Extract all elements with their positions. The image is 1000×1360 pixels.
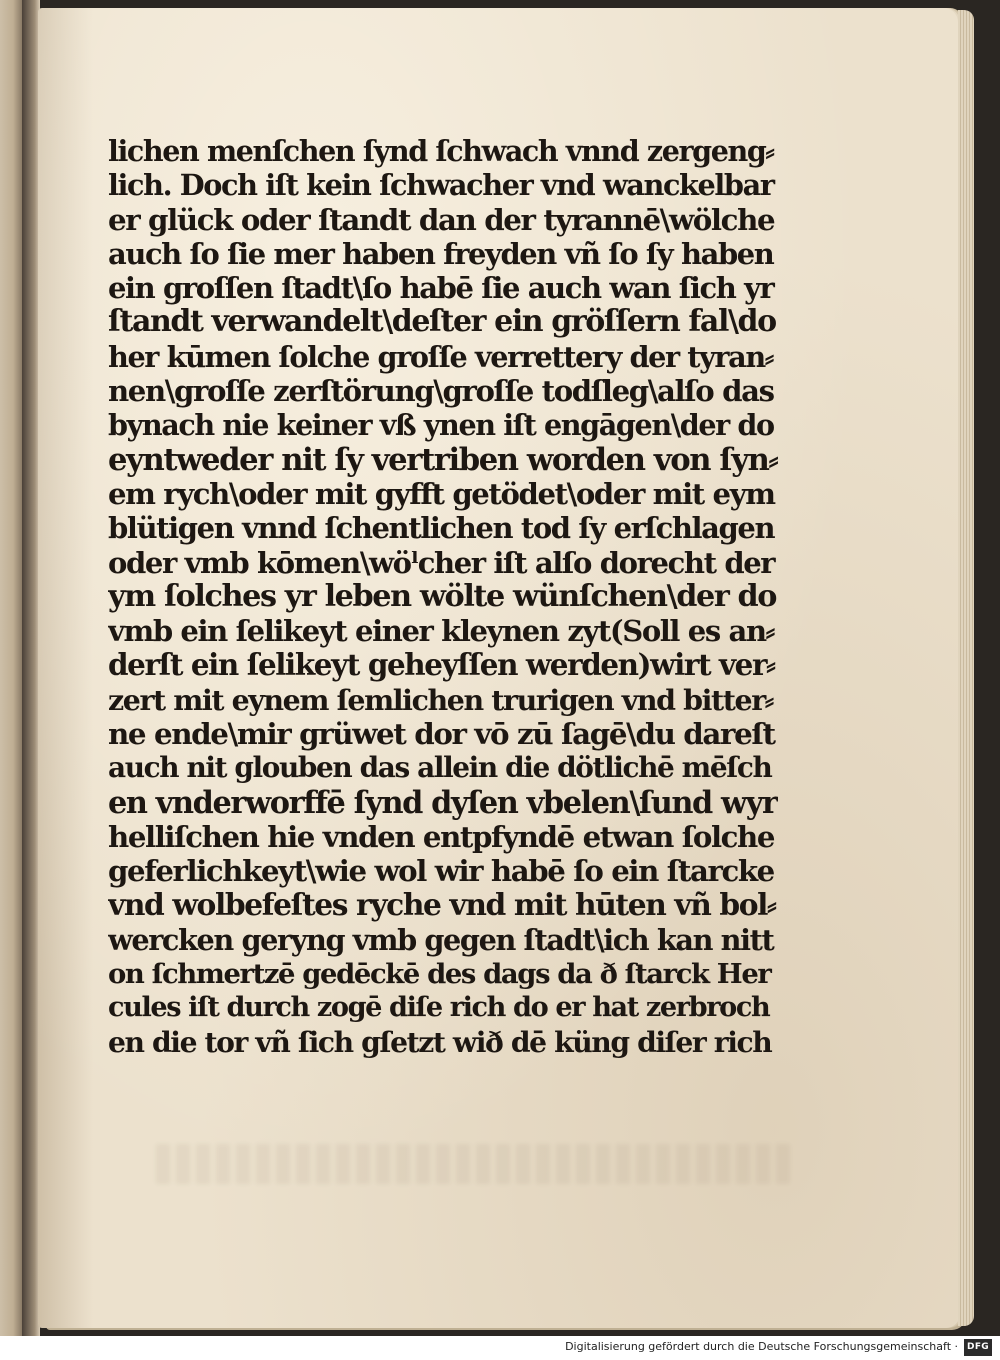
text-line: lichen menſchen ſynd ſchwach vnnd zergeng⸗ — [108, 134, 774, 168]
text-line: lich. Doch iſt kein ſchwacher vnd wanckelbar — [108, 168, 774, 203]
text-line: oder vmb kōmen\wöˡcher iſt alſo dorecht der — [108, 545, 775, 580]
left-page-edge — [0, 0, 22, 1336]
text-line: derſt ein ſelikeyt geheyſſen werden)wirt ver⸗ — [108, 648, 775, 683]
text-line: auch ſo ſie mer haben freyden vñ ſo ſy haben — [108, 236, 774, 271]
dfg-logo: DFG — [964, 1339, 992, 1356]
text-line: bynach nie keiner vß ynen iſt engāgen\der do — [108, 408, 774, 443]
text-line: em rych\oder mit gyfft getödet\oder mit eym — [108, 476, 775, 511]
text-line: er glück oder ſtandt dan der tyrannē\wölche — [108, 202, 775, 237]
text-line: geferlichkeyt\wie wol wir habē ſo ein ſtarcke — [108, 854, 774, 889]
blackletter-text-block — [108, 134, 778, 1124]
text-line: ne ende\mir grüwet dor vō zū ſagē\du dareſt — [108, 717, 775, 752]
text-line: ein groſſen ſtadt\ſo habē ſie auch wan ſich yr — [108, 271, 774, 306]
text-line: auch nit glouben das allein die dötlichē mēſch — [108, 751, 772, 785]
text-line: ym ſolches yr leben wölte wünſchen\der do — [108, 579, 777, 614]
text-line: eyntweder nit ſy vertriben worden von ſyn⸗ — [108, 442, 778, 477]
text-line: wercken geryng vmb gegen ſtadt\ich kan nitt — [108, 922, 774, 957]
digitization-footer — [0, 1336, 1000, 1360]
text-line: nen\groſſe zerſtörung\groſſe todſleg\alſo das — [108, 374, 774, 409]
text-line: her kūmen ſolche groſſe verrettery der tyran⸗ — [108, 339, 773, 374]
bleed-through-text — [156, 1144, 796, 1184]
text-line: en vnderworffē ſynd dyſen vbelen\ſund wyr — [108, 785, 777, 820]
text-line: helliſchen hie vnden entpfyndē etwan ſolche — [108, 819, 775, 854]
text-line: zert mit eynem ſemlichen trurigen vnd bitter⸗ — [108, 682, 773, 717]
funding-credit: Digitalisierung gefördert durch die Deutsche Forschungsgemeinschaft · — [565, 1340, 958, 1353]
page-stack-edges — [958, 10, 974, 1326]
text-line: blütigen vnnd ſchentlichen tod ſy erſchlagen — [108, 511, 775, 546]
text-line: cules iſt durch zogē diſe rich do er hat zerbroch — [108, 992, 770, 1024]
text-line: vmb ein ſelikeyt einer kleynen zyt(Soll es an⸗ — [108, 614, 774, 649]
text-line: vnd wolbefeſtes ryche vnd mit hūten vñ bol⸗ — [108, 888, 776, 923]
text-line: ſtandt verwandelt\deſter ein gröſſern fal\do — [108, 305, 776, 340]
text-line: en die tor vñ ſich gſetzt wið dē küng diſer rich — [108, 1025, 772, 1059]
text-line: on ſchmertzē gedēckē des dags da ð ſtarck Her — [108, 958, 771, 991]
